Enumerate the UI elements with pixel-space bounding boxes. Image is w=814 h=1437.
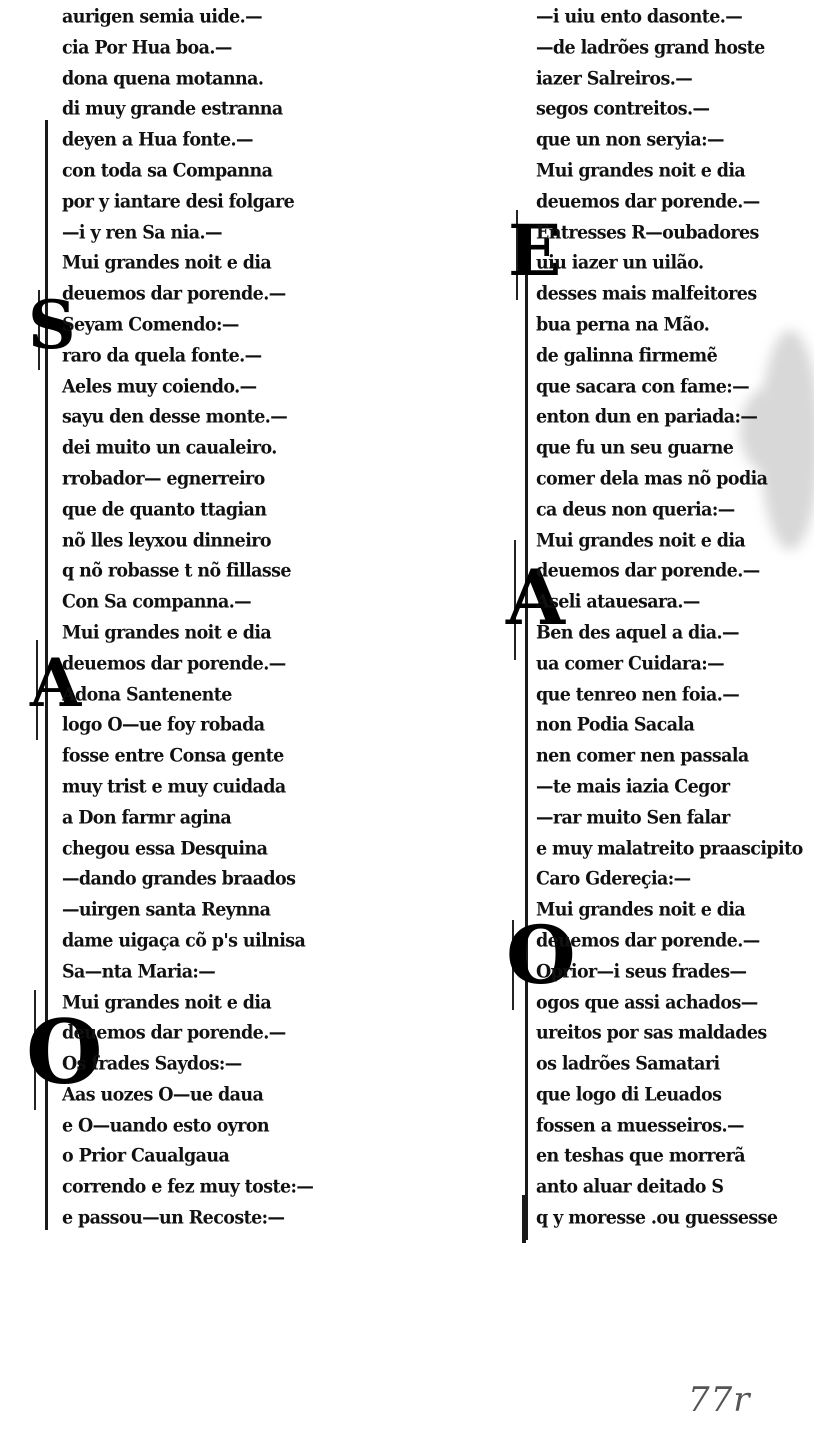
text-line: segos contreitos.— [536, 98, 710, 121]
text-line: non Podia Sacala [536, 714, 695, 737]
text-line: de galinna firmemẽ [536, 344, 718, 367]
text-line: Adona Santenente [62, 683, 232, 706]
text-line: —rar muito Sen falar [536, 806, 730, 829]
text-line: deyen a Hua fonte.— [62, 129, 253, 151]
right-margin-rule [525, 230, 528, 1240]
text-line: fosse entre Consa gente [62, 745, 284, 767]
text-line: ogos que assi achados— [536, 991, 758, 1014]
text-line: sayu den desse monte.— [62, 406, 288, 429]
text-line: dame uigaça cõ p's uilnisa [62, 930, 306, 952]
text-line: que tenreo nen foia.— [536, 683, 740, 706]
text-line: Seyam Comendo:— [62, 314, 239, 336]
text-line: rrobador— egnerreiro [62, 468, 265, 490]
text-line: correndo e fez muy toste:— [62, 1176, 314, 1199]
text-line: Os frades Saydos:— [62, 1053, 242, 1075]
text-line: deuemos dar porende.— [536, 930, 760, 952]
text-line: fossen a muesseiros.— [536, 1114, 744, 1137]
margin-stroke [522, 1195, 526, 1243]
text-line: Aseli atauesara.— [536, 591, 700, 613]
text-line: que sacara con fame:— [536, 375, 750, 398]
text-line: raro da quela fonte.— [62, 344, 262, 367]
text-line: Oprior—i seus frades— [536, 960, 747, 983]
text-line: que de quanto ttagian [62, 498, 267, 521]
decorated-initial: O [506, 908, 576, 1002]
text-line: —de ladrões grand hoste [536, 36, 765, 59]
text-line: Mui grandes noit e dia [536, 160, 746, 182]
text-line: e O—uando esto oyron [62, 1114, 270, 1137]
text-line: anto aluar deitado S [536, 1176, 724, 1199]
text-line: nõ lles leyxou dinneiro [62, 529, 271, 552]
text-line: q y moresse .ou guessesse [536, 1207, 778, 1229]
text-line: di muy grande estranna [62, 98, 283, 121]
text-line: os ladrões Samatari [536, 1053, 720, 1075]
text-line: Aas uozes O—ue daua [62, 1084, 264, 1106]
text-line: deuemos dar porende.— [62, 1022, 286, 1045]
text-line: o Prior Caualgaua [62, 1145, 230, 1168]
text-line: logo O—ue foy robada [62, 714, 265, 737]
text-line: dona quena motanna. [62, 67, 264, 90]
text-line: que logo di Leuados [536, 1084, 722, 1106]
text-line: Mui grandes noit e dia [62, 252, 272, 275]
text-line: deuemos dar porende.— [536, 560, 760, 583]
text-line: iazer Salreiros.— [536, 67, 693, 90]
text-line: chegou essa Desquina [62, 837, 268, 860]
right-text-column [536, 2, 803, 1234]
text-line: cia Por Hua boa.— [62, 36, 232, 59]
text-line: que fu un seu guarne [536, 437, 734, 459]
text-line: q nõ robasse t nõ fillasse [62, 560, 291, 583]
text-line: Entresses R—oubadores [536, 221, 759, 244]
decorated-initial: S [28, 286, 76, 364]
text-line: Sa—nta Maria:— [62, 960, 216, 983]
text-line: Con Sa companna.— [62, 591, 252, 613]
text-line: Mui grandes noit e dia [62, 622, 272, 644]
text-line: —uirgen santa Reynna [62, 899, 271, 921]
text-line: —i y ren Sa nia.— [62, 221, 222, 244]
text-line: bua perna na Mão. [536, 314, 710, 336]
text-line: dei muito un caualeiro. [62, 437, 277, 459]
folio-number: 77r [688, 1380, 751, 1420]
text-line: Mui grandes noit e dia [62, 991, 272, 1014]
text-line: Ben des aquel a dia.— [536, 622, 739, 644]
left-text-column [62, 2, 322, 1234]
text-line: Mui grandes noit e dia [536, 899, 746, 921]
text-line: uiu iazer un uilão. [536, 252, 704, 275]
text-line: —i uiu ento dasonte.— [536, 6, 743, 28]
text-line: Caro Gdereçia:— [536, 868, 691, 891]
text-line: deuemos dar porende.— [536, 190, 760, 213]
decorated-initial: O [26, 1000, 103, 1104]
text-line: desses mais malfeitores [536, 283, 757, 305]
text-line: Mui grandes noit e dia [536, 529, 746, 552]
text-line: ureitos por sas maldades [536, 1022, 767, 1045]
text-line: e passou—un Recoste:— [62, 1207, 285, 1229]
text-line: enton dun en pariada:— [536, 406, 758, 429]
text-line: e muy malatreito praascipito [536, 837, 803, 860]
text-line: muy trist e muy cuidada [62, 776, 286, 798]
text-line: deuemos dar porende.— [62, 283, 286, 305]
text-line: nen comer nen passala [536, 745, 749, 767]
decorated-initial: E [508, 209, 562, 292]
text-line: a Don farmr agina [62, 806, 232, 829]
text-line: que un non seryia:— [536, 129, 724, 151]
text-line: —te mais iazia Cegor [536, 776, 730, 798]
text-line: ca deus non queria:— [536, 498, 735, 521]
text-line: por y iantare desi folgare [62, 190, 295, 213]
text-line: comer dela mas nõ podia [536, 468, 768, 490]
text-line: deuemos dar porende.— [62, 652, 286, 675]
text-line: en teshas que morrerã [536, 1145, 745, 1168]
decorated-initial: A [30, 644, 82, 722]
text-line: aurigen semia uide.— [62, 6, 263, 28]
text-line: —dando grandes braados [62, 868, 296, 891]
text-line: ua comer Cuidara:— [536, 652, 725, 675]
decorated-initial: A [506, 553, 565, 642]
text-line: Aeles muy coiendo.— [62, 375, 257, 398]
text-line: con toda sa Companna [62, 160, 273, 182]
